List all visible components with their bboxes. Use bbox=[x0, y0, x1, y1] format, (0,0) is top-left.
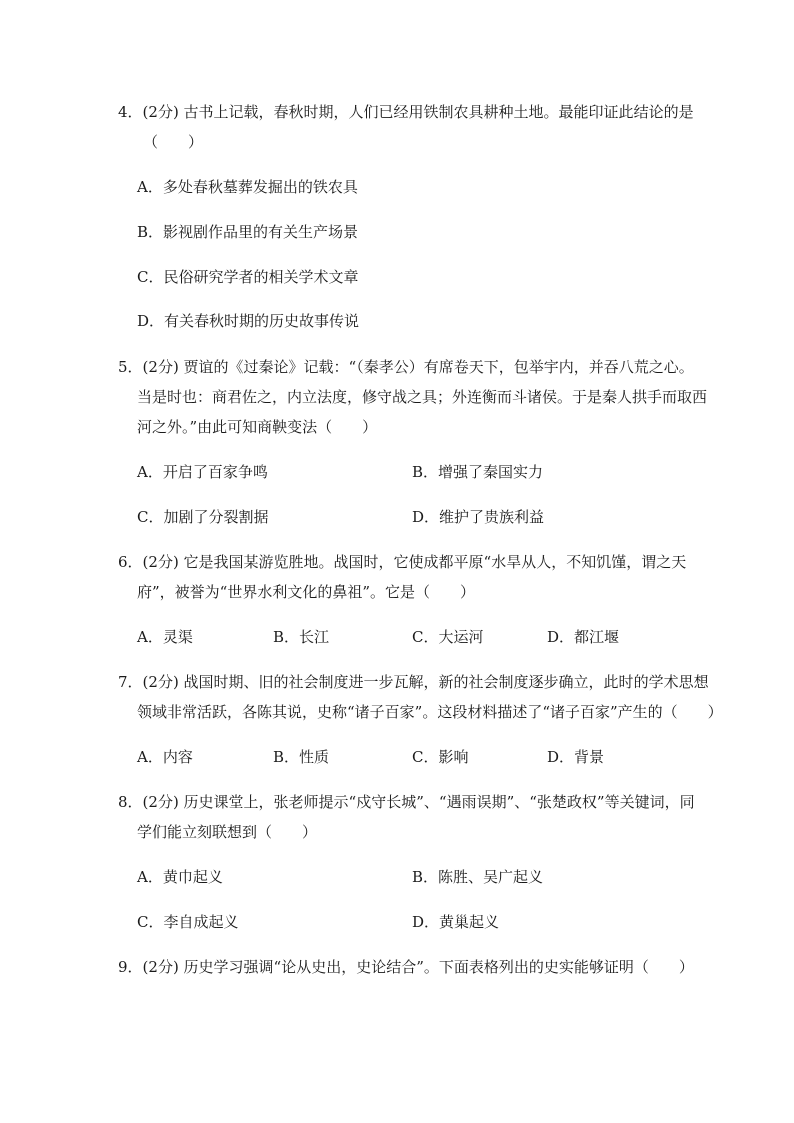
question-5-stem-line-3: 河之外。”由此可知商鞅变法（ ） bbox=[137, 418, 378, 436]
question-8-stem-line-2: 学们能立刻联想到（ ） bbox=[137, 823, 318, 841]
question-7-option-d[interactable]: D．背景 bbox=[547, 748, 605, 766]
question-6-stem-line-2: 府”，被誉为“世界水利文化的鼻祖”。它是（ ） bbox=[137, 583, 476, 601]
question-5-option-c[interactable]: C．加剧了分裂割据 bbox=[137, 508, 269, 526]
question-6-option-a[interactable]: A．灵渠 bbox=[137, 628, 193, 646]
question-8-stem-line-1: 8．(2分) 历史课堂上，张老师提示“戍守长城”、“遇雨误期”、“张楚政权”等关键词，同 bbox=[118, 793, 695, 811]
question-5-option-b[interactable]: B．增强了秦国实力 bbox=[412, 463, 544, 481]
question-4-option-b[interactable]: B．影视剧作品里的有关生产场景 bbox=[137, 223, 359, 241]
question-4-option-a[interactable]: A．多处春秋墓葬发掘出的铁农具 bbox=[137, 178, 358, 196]
question-8-option-b[interactable]: B．陈胜、吴广起义 bbox=[412, 868, 544, 886]
question-7-option-b[interactable]: B．性质 bbox=[273, 748, 330, 766]
question-4-stem-line-2: （ ） bbox=[143, 133, 204, 151]
question-8-option-d[interactable]: D．黄巢起义 bbox=[412, 913, 500, 931]
question-4-option-c[interactable]: C．民俗研究学者的相关学术文章 bbox=[137, 268, 359, 286]
question-5-option-d[interactable]: D．维护了贵族利益 bbox=[412, 508, 545, 526]
question-8-option-c[interactable]: C．李自成起义 bbox=[137, 913, 239, 931]
question-8-option-a[interactable]: A．黄巾起义 bbox=[137, 868, 223, 886]
question-4-stem-line-1: 4．(2分) 古书上记载，春秋时期，人们已经用铁制农具耕种土地。最能印证此结论的是 bbox=[118, 103, 694, 121]
question-7-option-a[interactable]: A．内容 bbox=[137, 748, 193, 766]
question-5-option-a[interactable]: A．开启了百家争鸣 bbox=[137, 463, 268, 481]
question-7-stem-line-1: 7．(2分) 战国时期、旧的社会制度进一步瓦解，新的社会制度逐步确立，此时的学术思想 bbox=[118, 673, 709, 691]
question-6-option-b[interactable]: B．长江 bbox=[273, 628, 330, 646]
question-5-stem-line-2: 当是时也：商君佐之，内立法度，修守战之具；外连衡而斗诸侯。于是秦人拱手而取西 bbox=[137, 388, 708, 406]
question-7-option-c[interactable]: C．影响 bbox=[412, 748, 469, 766]
question-5-stem-line-1: 5．(2分) 贾谊的《过秦论》记载：“（秦孝公）有席卷天下，包举宇内，并吞八荒之心。 bbox=[118, 358, 694, 376]
question-6-option-c[interactable]: C．大运河 bbox=[412, 628, 484, 646]
question-4-option-d[interactable]: D．有关春秋时期的历史故事传说 bbox=[137, 312, 360, 330]
question-9-stem-line-1: 9．(2分) 历史学习强调“论从史出，史论结合”。下面表格列出的史实能够证明（ ） bbox=[118, 958, 694, 976]
question-6-option-d[interactable]: D．都江堰 bbox=[547, 628, 620, 646]
question-7-stem-line-2: 领域非常活跃，各陈其说，史称“诸子百家”。这段材料描述了“诸子百家”产生的（ ） bbox=[137, 703, 723, 721]
question-6-stem-line-1: 6．(2分) 它是我国某游览胜地。战国时，它使成都平原“水旱从人，不知饥馑，谓之天 bbox=[118, 553, 687, 571]
